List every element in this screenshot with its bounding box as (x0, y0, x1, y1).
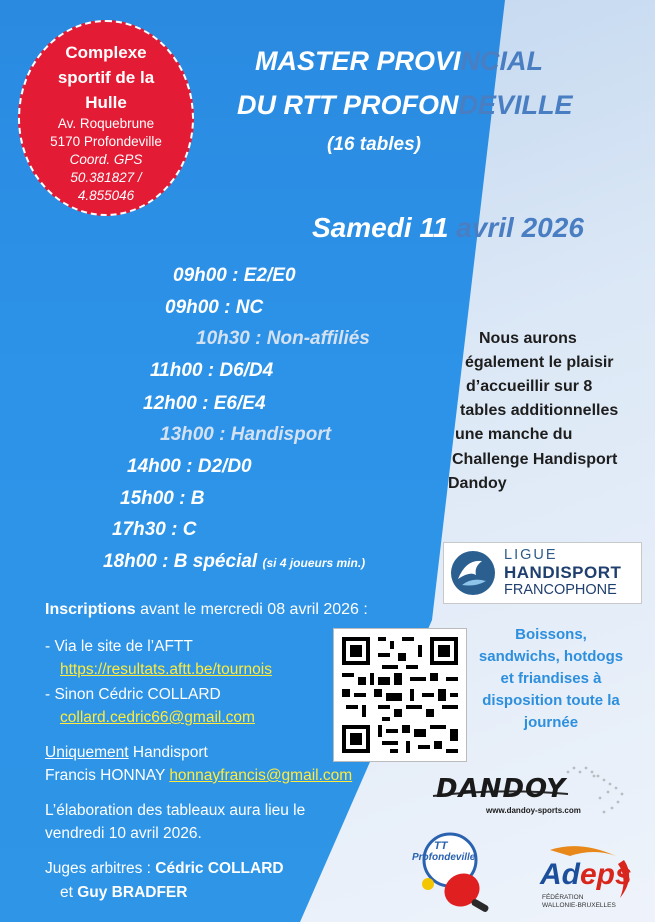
handisport-line (45, 744, 208, 762)
judges-and: et (60, 884, 78, 901)
schedule-item: 10h30 : Non-affiliés (196, 328, 370, 349)
venue-city: 5170 Profondeville (50, 134, 162, 149)
qr-code[interactable] (333, 628, 467, 762)
date-day: Samedi 11 (312, 212, 457, 243)
qr-code-icon (334, 629, 466, 761)
ligue-text-3: FRANCOPHONE (504, 582, 617, 598)
collard-email-link[interactable]: collard.cedric66@gmail.com (60, 709, 255, 726)
title-line-2-a: DU RTT PROFON (237, 90, 459, 120)
adeps-text (540, 858, 632, 892)
venue-name-3: Hulle (85, 93, 127, 112)
title-line-2-b: DEVILLE (458, 90, 573, 120)
judge-2: Guy BRADFER (77, 884, 188, 901)
aside-line: une manche du (455, 426, 573, 443)
food-line: journée (523, 714, 579, 731)
registration-via-label: - Via le site de l’AFTT (45, 638, 193, 655)
registration-else-label: - Sinon Cédric COLLARD (45, 686, 221, 703)
date-month-year: avril 2026 (456, 212, 584, 243)
registration-heading-bold: Inscriptions (45, 601, 136, 618)
handisport-label: Handisport (128, 744, 208, 761)
schedule-item: 09h00 : E2/E0 (173, 265, 296, 286)
adeps-text-b: eps (580, 858, 632, 891)
schedule-item: 11h00 : D6/D4 (150, 360, 274, 381)
aside-line: Challenge Handisport (452, 451, 618, 468)
rooster-icon (448, 549, 498, 597)
judges-label: Juges arbitres : (45, 860, 156, 877)
aside-line: tables additionnelles (460, 402, 619, 419)
title-line-1-b: NCIAL (460, 46, 544, 76)
adeps-text-a: Ad (540, 858, 580, 891)
venue-name-1: Complexe (65, 43, 147, 62)
food-line: sandwichs, hotdogs (478, 648, 624, 665)
judge-1: Cédric COLLARD (155, 860, 284, 877)
adeps-logo (520, 842, 646, 914)
registration-heading-rest: avant le mercredi 08 avril 2026 : (135, 601, 368, 618)
ping-pong-paddle-icon (400, 830, 510, 916)
schedule-item: 09h00 : NC (165, 297, 264, 318)
title-line-2 (237, 90, 573, 121)
aside-line: Nous aurons (479, 330, 577, 347)
dandoy-text: DANDOY (436, 774, 567, 804)
schedule-item (103, 551, 365, 573)
venue-name-2: sportif de la (57, 68, 155, 87)
venue-badge (18, 20, 194, 216)
schedule-item-text: 18h00 : B spécial (103, 551, 258, 572)
venue-gps-label: Coord. GPS (69, 152, 143, 167)
food-line: Boissons, (515, 626, 587, 643)
honnay-email-link[interactable]: honnayfrancis@gmail.com (169, 767, 353, 784)
schedule-item: 17h30 : C (112, 519, 197, 540)
title-line-1 (255, 46, 543, 77)
aftt-link[interactable]: https://resultats.aftt.be/tournois (60, 661, 272, 678)
tt-text-1: TT (434, 840, 448, 852)
tt-profondeville-logo (400, 830, 510, 916)
registration-heading (45, 601, 368, 619)
venue-gps-lon: 4.855046 (77, 188, 135, 203)
aside-line: également le plaisir (465, 354, 614, 371)
title-line-1-a: MASTER PROVI (255, 46, 461, 76)
aside-line: d’accueillir sur 8 (466, 378, 593, 395)
tables-info-1: L’élaboration des tableaux aura lieu le (45, 802, 306, 819)
dandoy-url: www.dandoy-sports.com (486, 806, 581, 815)
tt-text-2: Profondeville (412, 852, 476, 863)
ligue-text-2: HANDISPORT (504, 563, 622, 582)
schedule-item: 15h00 : B (120, 488, 205, 509)
dandoy-logo (418, 758, 634, 824)
ligue-text-1: LIGUE (504, 547, 558, 563)
tables-info-2: vendredi 10 avril 2026. (45, 825, 202, 842)
aside-line: Dandoy (448, 475, 507, 492)
venue-street: Av. Roquebrune (57, 116, 155, 131)
judges-line-2 (60, 884, 187, 902)
subtitle: (16 tables) (327, 134, 421, 155)
ligue-handisport-logo (443, 542, 642, 604)
schedule-item-note: (si 4 joueurs min.) (262, 556, 366, 570)
food-line: disposition toute la (482, 692, 620, 709)
event-date (312, 212, 584, 244)
adeps-sub-2: WALLONIE-BRUXELLES (542, 902, 616, 909)
food-info (462, 624, 640, 734)
adeps-sub-1: FÉDÉRATION (542, 894, 584, 901)
judges-line-1 (45, 860, 284, 878)
registration-email[interactable] (60, 709, 255, 727)
registration-link[interactable] (60, 661, 272, 679)
schedule-item: 13h00 : Handisport (160, 424, 332, 445)
food-line: et friandises à (500, 670, 602, 687)
schedule-item: 12h00 : E6/E4 (143, 393, 266, 414)
handisport-only: Uniquement (45, 744, 129, 761)
handisport-contact (45, 767, 352, 785)
handisport-name: Francis HONNAY (45, 767, 170, 784)
schedule-item: 14h00 : D2/D0 (127, 456, 252, 477)
venue-gps-lat: 50.381827 / (70, 170, 142, 185)
